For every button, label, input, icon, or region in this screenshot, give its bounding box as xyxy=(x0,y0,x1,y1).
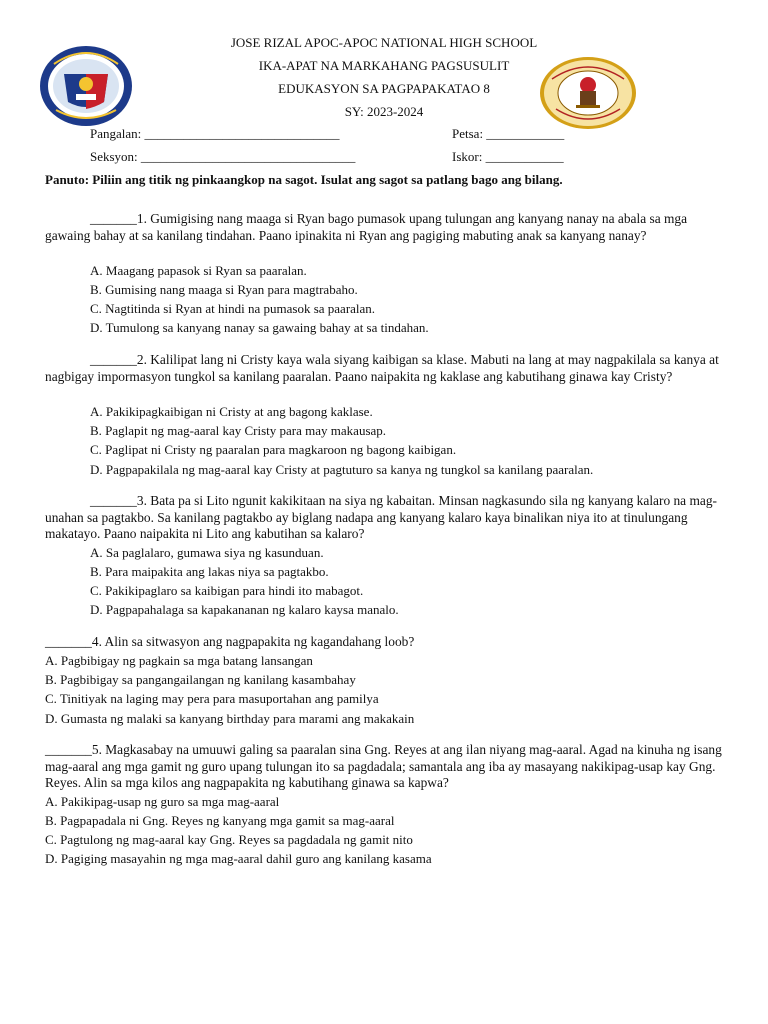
date-field: Petsa: ____________ xyxy=(452,126,565,141)
question-2-option-c: C. Paglipat ni Cristy ng paaralan para magkaroon ng bagong kaibigan. xyxy=(90,442,457,457)
question-2-option-a: A. Pakikipagkaibigan ni Cristy at ang bagong kaklase. xyxy=(90,404,373,419)
section-field: Seksyon: _________________________________ xyxy=(90,149,356,164)
question-3-option-a: A. Sa paglalaro, gumawa siya ng kasunduan. xyxy=(90,545,324,560)
name-field: Pangalan: ______________________________ xyxy=(90,126,340,141)
question-3-option-d: D. Pagpapahalaga sa kapakananan ng kalaro kaysa manalo. xyxy=(90,602,399,617)
question-4-option-a: A. Pagbibigay ng pagkain sa mga batang lansangan xyxy=(45,653,313,668)
school-name: JOSE RIZAL APOC-APOC NATIONAL HIGH SCHOOL xyxy=(230,35,538,50)
question-5-option-c: C. Pagtulong ng mag-aaral kay Gng. Reyes sa pagdadala ng gamit nito xyxy=(45,832,413,847)
question-2-stem: _______2. Kalilipat lang ni Cristy kaya wala siyang kaibigan sa klase. Mabuti na lang at may nagpakilala sa kanya at nagbigay impormasyon tungkol sa kanilang paaralan. Paano naipakita ng kaklase ang kabutihang ginawa kay Cristy? xyxy=(45,352,719,384)
question-3-option-b: B. Para maipakita ang lakas niya sa pagtakbo. xyxy=(90,564,329,579)
question-3-stem: _______3. Bata pa si Lito ngunit kakikitaan na siya ng kabaitan. Minsan nagkasundo sila ng kanyang kalaro na mag-unahan sa pagtakbo. Sa kanilang pagtakbo ay biglang nadapa ang kanyang kalaro kaya binalikan niya ito at tinulungang makatayo. Paano naipakita ni Lito ang kabutihan sa kalaro? xyxy=(45,493,717,541)
school-year: SY: 2023-2024 xyxy=(344,104,424,119)
deped-seal-logo xyxy=(36,44,136,128)
exam-title: IKA-APAT NA MARKAHANG PAGSUSULIT xyxy=(258,58,510,73)
instructions: Panuto: Piliin ang titik ng pinkaangkop na sagot. Isulat ang sagot sa patlang bago ang bilang. xyxy=(45,172,563,187)
question-5-option-d: D. Pagiging masayahin ng mga mag-aaral dahil guro ang kanilang kasama xyxy=(45,851,432,866)
question-1-option-c: C. Nagtitinda si Ryan at hindi na pumasok sa paaralan. xyxy=(90,301,376,316)
question-5-option-b: B. Pagpapadala ni Gng. Reyes ng kanyang mga gamit sa mag-aaral xyxy=(45,813,395,828)
score-field: Iskor: ____________ xyxy=(452,149,564,164)
question-4-option-d: D. Gumasta ng malaki sa kanyang birthday para marami ang makakain xyxy=(45,711,415,726)
question-2-option-b: B. Paglapit ng mag-aaral kay Cristy para may makausap. xyxy=(90,423,387,438)
subject-title: EDUKASYON SA PAGPAPAKATAO 8 xyxy=(278,81,490,96)
school-seal-logo xyxy=(538,55,638,131)
question-1-option-a: A. Maagang papasok si Ryan sa paaralan. xyxy=(90,263,307,278)
question-1-option-d: D. Tumulong sa kanyang nanay sa gawaing bahay at sa tindahan. xyxy=(90,320,429,335)
question-5-option-a: A. Pakikipag-usap ng guro sa mga mag-aaral xyxy=(45,794,280,809)
question-4-option-b: B. Pagbibigay sa pangangailangan ng kanilang kasambahay xyxy=(45,672,356,687)
question-5-stem: _______5. Magkasabay na umuuwi galing sa paaralan sina Gng. Reyes at ang ilan niyang mag-aaral. Agad na kinuha ng isang mag-aaral ang mga gamit ng guro upang tulungan ito sa pagdadala; samantala ang iba ay masayang nakikipag-usap kay Gng. Reyes. Alin sa mga kilos ang nagpapakita ng kabutihang ginawa sa kapwa? xyxy=(45,742,722,790)
question-1-option-b: B. Gumising nang maaga si Ryan para magtrabaho. xyxy=(90,282,358,297)
question-1-stem: _______1. Gumigising nang maaga si Ryan bago pumasok upang tulungan ang kanyang nanay na abala sa mga gawaing bahay at sa kanilang tindahan. Paano ipinakita ni Ryan ang pagiging mabuting anak sa kanyang nanay? xyxy=(45,211,688,243)
question-2-option-d: D. Pagpapakilala ng mag-aaral kay Cristy at pagtuturo sa kanya ng tungkol sa kanilang paaralan. xyxy=(90,462,594,477)
question-4-stem: _______4. Alin sa sitwasyon ang nagpapakita ng kagandahang loob? xyxy=(45,634,415,649)
question-4-option-c: C. Tinitiyak na laging may pera para masuportahan ang pamilya xyxy=(45,691,379,706)
question-3-option-c: C. Pakikipaglaro sa kaibigan para hindi ito mabagot. xyxy=(90,583,364,598)
